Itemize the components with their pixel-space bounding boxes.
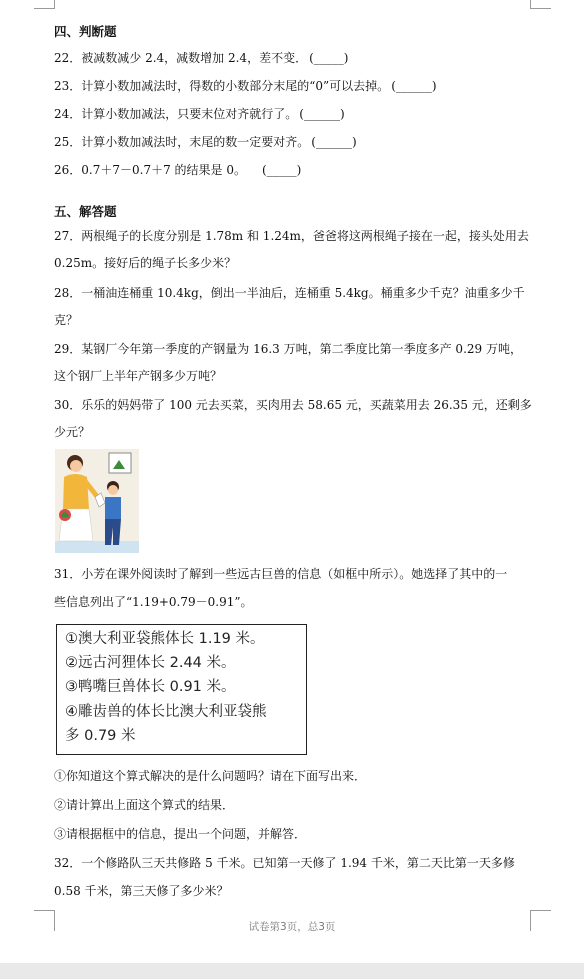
question-28-line-2: 克？: [54, 313, 79, 327]
question-text: 24．计算小数加减法，只要末位对齐就行了。: [54, 107, 298, 121]
question-31-sub-2: ②请计算出上面这个算式的结果．: [54, 798, 235, 812]
info-box-line-4: ④雕齿兽的体长比澳大利亚袋熊: [65, 704, 267, 720]
question-32-line-1: 32．一个修路队三天共修路 5 千米。已知第一天修了 1.94 千米，第二天比第一天多修: [54, 856, 515, 870]
question-27-line-2: 0.25m。接好后的绳子长多少米？: [54, 256, 237, 270]
question-32-line-2: 0.58 千米，第三天修了多少米？: [54, 884, 229, 898]
judge-section-heading: 四、判断题: [54, 24, 117, 39]
question-29-line-2: 这个钢厂上半年产钢多少万吨？: [54, 369, 223, 383]
question-27-line-1: 27．两根绳子的长度分别是 1.78m 和 1.24m，爸爸将这两根绳子接在一起，接头处用去: [54, 229, 529, 243]
mother-child-illustration: [55, 449, 139, 553]
page-footer: 试卷第3页，总3页: [248, 921, 336, 933]
question-text: 25．计算小数加减法时，末尾的数一定要对齐。: [54, 135, 310, 149]
question-30-line-2: 少元？: [54, 425, 91, 439]
answer-blank: (______): [311, 135, 357, 149]
info-box-line-1: ①澳大利亚袋熊体长 1.19 米。: [65, 631, 265, 647]
question-text: 22．被减数减少 2.4，减数增加 2.4，差不变．: [54, 51, 308, 65]
question-28-line-1: 28．一桶油连桶重 10.4kg，倒出一半油后，连桶重 5.4kg。桶重多少千克？油重多少千: [54, 286, 525, 300]
question-24: [54, 106, 345, 122]
viewer-bottom-bar: [0, 963, 584, 979]
question-text: 23．计算小数加减法时，得数的小数部分末尾的“0”可以去掉。: [54, 79, 390, 93]
question-23: [54, 78, 437, 94]
question-29-line-1: 29．某钢厂今年第一季度的产钢量为 16.3 万吨，第二季度比第一季度多产 0.29 万吨，: [54, 342, 522, 356]
answer-blank: (______): [391, 79, 437, 93]
info-box-line-3: ③鸭嘴巨兽体长 0.91 米。: [65, 679, 236, 695]
question-22: [54, 50, 348, 66]
info-box: [56, 624, 307, 755]
question-text: 26．0.7＋7－0.7＋7 的结果是 0。: [54, 163, 246, 177]
crop-mark-top-right: [530, 0, 551, 9]
question-31-line-1: 31．小芳在课外阅读时了解到一些远古巨兽的信息（如框中所示）。她选择了其中的一: [54, 567, 508, 581]
answer-blank: (_____): [309, 51, 349, 65]
question-30-line-1: 30．乐乐的妈妈带了 100 元去买菜，买肉用去 58.65 元，买蔬菜用去 26.35 元，还剩多: [54, 398, 532, 412]
question-25: [54, 134, 357, 150]
question-31-sub-1: ①你知道这个算式解决的是什么问题吗？请在下面写出来．: [54, 769, 367, 783]
question-26: [54, 162, 301, 178]
question-31-sub-3: ③请根据框中的信息，提出一个问题，并解答．: [54, 827, 307, 841]
info-box-line-2: ②远古河狸体长 2.44 米。: [65, 655, 236, 671]
answer-blank: (_____): [261, 163, 302, 177]
info-box-line-5: 多 0.79 米: [65, 728, 136, 744]
crop-mark-top-left: [34, 0, 55, 9]
answer-blank: (______): [299, 107, 345, 121]
answer-section-heading: 五、解答题: [54, 204, 117, 219]
shopping-illustration-image: [55, 449, 139, 553]
question-31-line-2: 些信息列出了“1.19+0.79－0.91”。: [54, 595, 253, 609]
